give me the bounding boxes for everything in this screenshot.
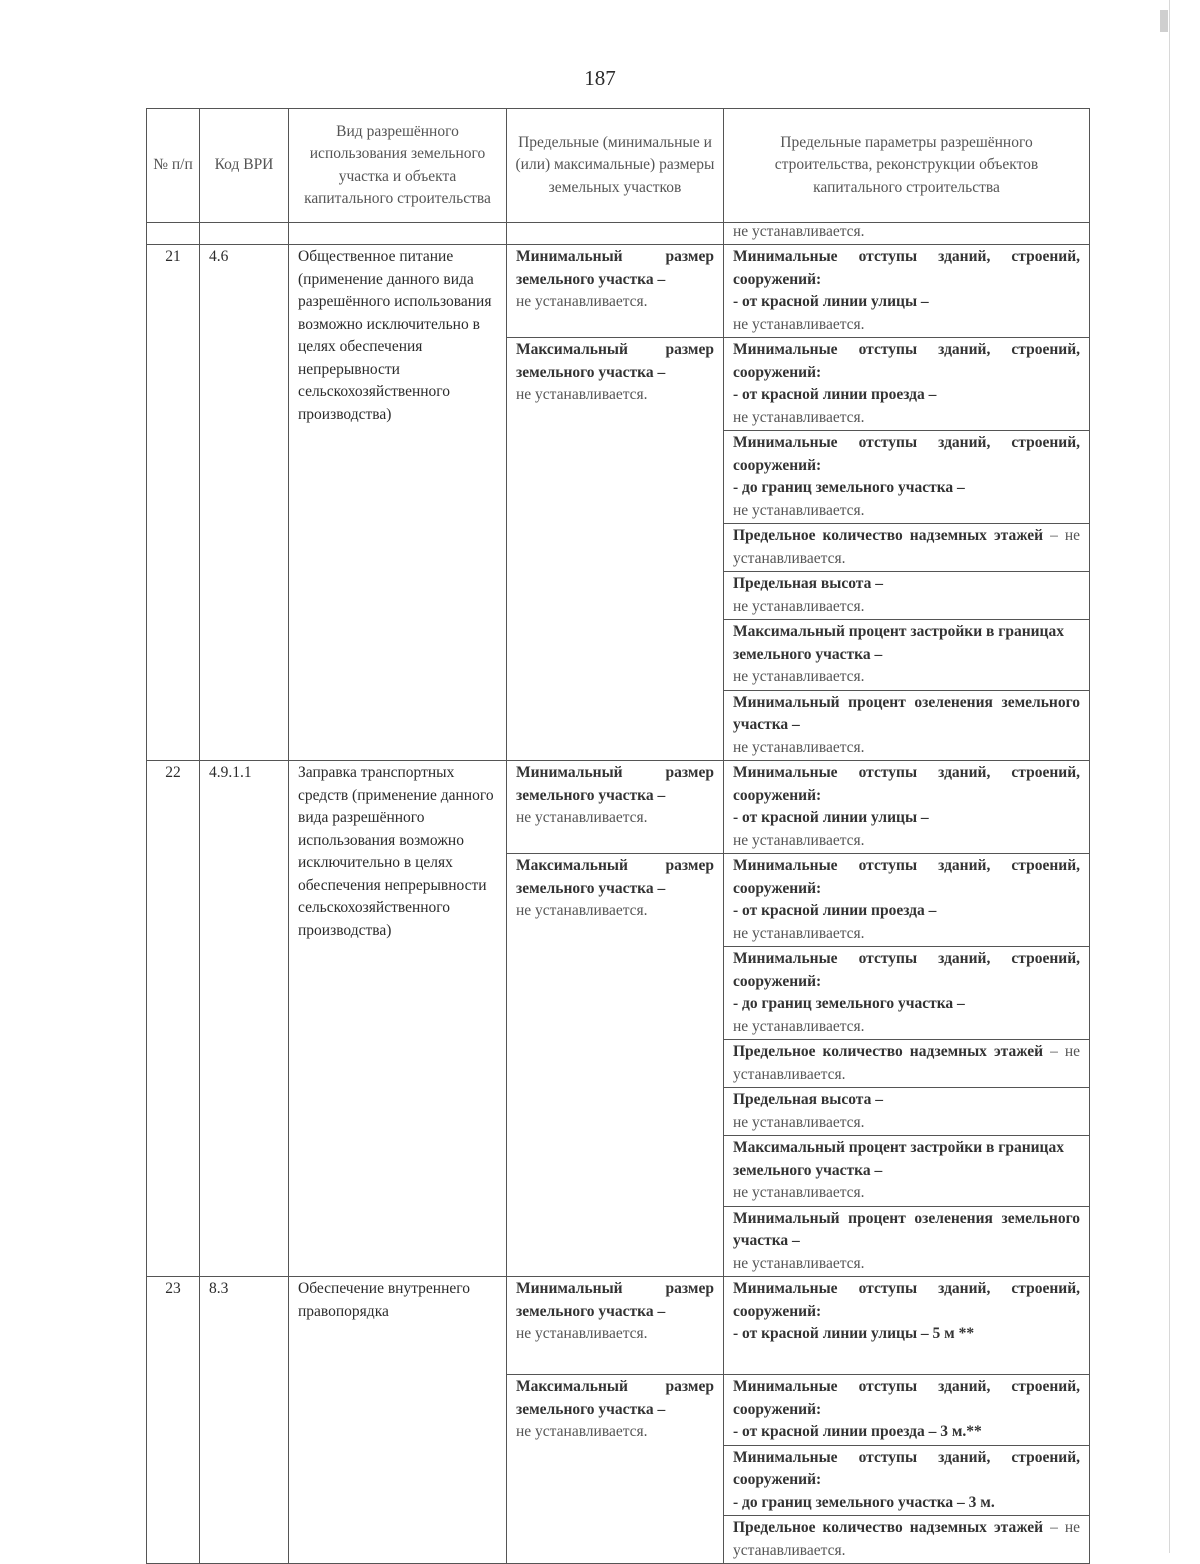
param-cell [724,1088,1090,1136]
continued-text: не устанавливается. [724,223,1090,245]
param-detail: - до границ земельного участка – [733,479,965,496]
param-cell [724,1040,1090,1088]
param-value: не устанавливается. [733,1113,865,1131]
param-value: не устанавливается. [733,924,865,942]
param-cell [724,572,1090,620]
table-header-row [147,109,1090,223]
header-params: Предельные параметры разрешённого строительства, реконструкции объектов капитального строительства [724,109,1090,223]
min-size-label: Минимальный размер земельного участка – [516,248,714,288]
param-label: Минимальные отступы зданий, строений, сооружений: [733,1378,1080,1418]
min-size-value: не устанавливается. [516,1325,648,1342]
regulations-table [146,108,1090,1564]
max-size-label: Максимальный размер земельного участка – [516,341,714,381]
row-name: Обеспечение внутреннего правопорядка [289,1277,507,1564]
row-code: 8.3 [200,1277,289,1564]
scan-edge [1169,0,1170,1553]
param-cell [724,1277,1090,1375]
max-size-cell [507,854,724,1277]
param-value: не устанавливается. [733,1017,865,1035]
param-cell [724,1445,1090,1516]
max-size-value: не устанавливается. [516,902,648,919]
min-size-value: не устанавливается. [516,293,648,310]
param-cell [724,947,1090,1040]
param-detail: - от красной линии проезда – [733,386,937,403]
cell [289,223,507,245]
param-detail: - от красной линии проезда – [733,902,937,919]
header-num: № п/п [147,109,200,223]
min-size-cell [507,761,724,854]
max-size-cell [507,338,724,761]
param-label: Предельное количество надземных этажей [733,1519,1044,1536]
param-label: Минимальный процент озеленения земельного участка – [733,693,1080,733]
header-sizes: Предельные (минимальные и (или) максимальные) размеры земельных участков [507,109,724,223]
max-size-value: не устанавливается. [516,1423,648,1440]
param-label: Минимальные отступы зданий, строений, сооружений: [733,1448,1080,1488]
row-name: Общественное питание (применение данного вида разрешённого использования возможно исключительно в целях обеспечения непрерывности сельскохозяйственного производства) [289,245,507,761]
param-value: – не устанавливается. [733,527,1080,567]
param-detail: - от красной линии улицы – 5 м ** [733,1325,975,1342]
cell [200,223,289,245]
param-value: не устанавливается. [733,597,865,615]
param-cell [724,854,1090,947]
header-type: Вид разрешённого использования земельного участка и объекта капитального строительства [289,109,507,223]
param-label: Предельная высота – [733,575,883,592]
table-row [147,245,1090,338]
param-label: Минимальные отступы зданий, строений, сооружений: [733,434,1080,474]
param-label: Предельная высота – [733,1091,883,1108]
row-name: Заправка транспортных средств (применение данного вида разрешённого использования возможно исключительно в целях обеспечения непрерывности сельскохозяйственного производства) [289,761,507,1277]
param-value: не устанавливается. [733,1184,865,1201]
param-label: Предельное количество надземных этажей [733,1043,1044,1060]
row-num: 21 [147,245,200,761]
param-label: Минимальные отступы зданий, строений, сооружений: [733,1280,1080,1320]
param-detail: - от красной линии улицы – [733,809,929,826]
param-label: Максимальный процент застройки в границах земельного участка – [733,1139,1064,1179]
param-label: Предельное количество надземных этажей [733,527,1044,544]
param-value: – не устанавливается. [733,1519,1080,1559]
cell [507,223,724,245]
cell [147,223,200,245]
param-label: Минимальные отступы зданий, строений, сооружений: [733,950,1080,990]
param-value: – не устанавливается. [733,1043,1080,1083]
table-row [147,1277,1090,1375]
param-value: не устанавливается. [733,315,865,333]
param-value: не устанавливается. [733,1254,865,1272]
header-code: Код ВРИ [200,109,289,223]
min-size-cell [507,1277,724,1375]
param-label: Минимальные отступы зданий, строений, сооружений: [733,764,1080,804]
param-cell [724,524,1090,572]
param-cell [724,1136,1090,1207]
param-cell [724,1375,1090,1446]
param-cell [724,245,1090,338]
param-value: не устанавливается. [733,831,865,849]
min-size-cell [507,245,724,338]
param-detail: - до границ земельного участка – [733,995,965,1012]
param-cell [724,338,1090,431]
max-size-label: Максимальный размер земельного участка – [516,1378,714,1418]
param-label: Максимальный процент застройки в границах земельного участка – [733,623,1064,663]
scan-mark [1160,10,1168,32]
param-label: Минимальные отступы зданий, строений, сооружений: [733,248,1080,288]
min-size-label: Минимальный размер земельного участка – [516,764,714,804]
row-num: 23 [147,1277,200,1564]
param-label: Минимальный процент озеленения земельного участка – [733,1209,1080,1249]
param-cell [724,431,1090,524]
min-size-label: Минимальный размер земельного участка – [516,1280,714,1320]
row-code: 4.9.1.1 [200,761,289,1277]
param-label: Минимальные отступы зданий, строений, сооружений: [733,341,1080,381]
continuation-row [147,223,1090,245]
max-size-value: не устанавливается. [516,386,648,403]
param-detail: - до границ земельного участка – 3 м. [733,1493,995,1511]
param-detail: - от красной линии проезда – 3 м.** [733,1423,982,1440]
param-value: не устанавливается. [733,501,865,519]
row-num: 22 [147,761,200,1277]
min-size-value: не устанавливается. [516,809,648,826]
param-cell [724,1516,1090,1564]
max-size-cell [507,1375,724,1564]
param-detail: - от красной линии улицы – [733,293,929,310]
param-label: Минимальные отступы зданий, строений, сооружений: [733,857,1080,897]
page-number: 187 [584,66,616,90]
table-row [147,761,1090,854]
param-cell [724,1206,1090,1277]
param-value: не устанавливается. [733,668,865,685]
param-cell [724,620,1090,691]
param-value: не устанавливается. [733,408,865,426]
param-value: не устанавливается. [733,738,865,756]
param-cell [724,761,1090,854]
row-code: 4.6 [200,245,289,761]
max-size-label: Максимальный размер земельного участка – [516,857,714,897]
param-cell [724,690,1090,761]
